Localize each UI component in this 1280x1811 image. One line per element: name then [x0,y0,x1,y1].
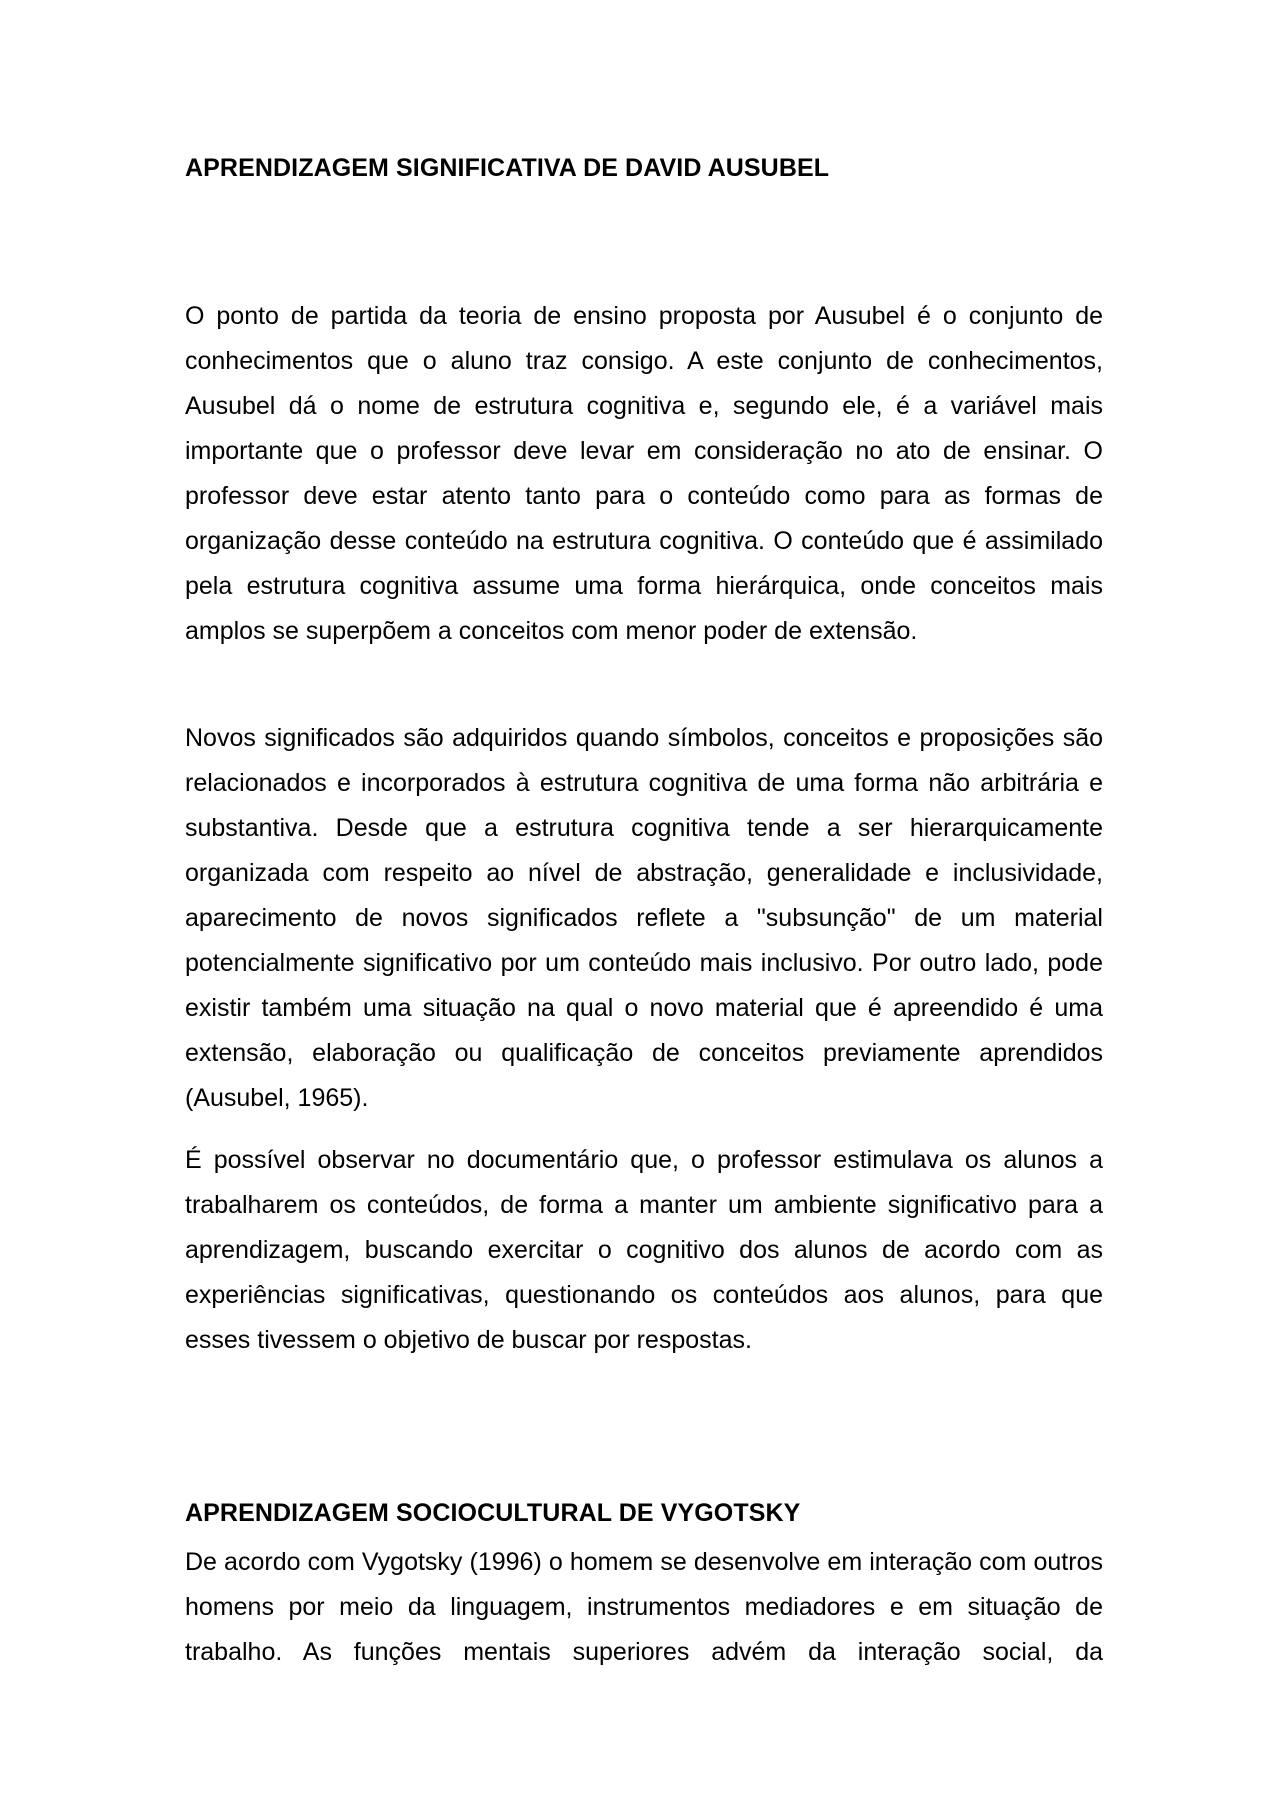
section-heading-ausubel: APRENDIZAGEM SIGNIFICATIVA DE DAVID AUSUBEL [185,154,830,182]
paragraph-ausubel-3: É possível observar no documentário que, o professor estimulava os alunos a trabalharem os conteúdos, de forma a manter um ambiente significativo para a aprendizagem, buscando exercitar o cognitivo dos alunos de acordo com as experiências significativas, questionando os conteúdos aos alunos, para que esses tivessem o objetivo de buscar por respostas. [185,1146,1103,1354]
paragraph-ausubel-2: Novos significados são adquiridos quando símbolos, conceitos e proposições são relacionados e incorporados à estrutura cognitiva de uma forma não arbitrária e substantiva. Desde que a estrutura cognitiva tende a ser hierarquicamente organizada com respeito ao nível de abstração, generalidade e inclusividade, aparecimento de novos significados reflete a "subsunção" de um material potencialmente significativo por um conteúdo mais inclusivo. Por outro lado, pode existir também uma situação na qual o novo material que é apreendido é uma extensão, elaboração ou qualificação de conceitos previamente aprendidos (Ausubel, 1965). [185,724,1103,1112]
paragraph-ausubel-1: O ponto de partida da teoria de ensino proposta por Ausubel é o conjunto de conhecimentos que o aluno traz consigo. A este conjunto de conhecimentos, Ausubel dá o nome de estrutura cognitiva e, segundo ele, é a variável mais importante que o professor deve levar em consideração no ato de ensinar. O professor deve estar atento tanto para o conteúdo como para as formas de organização desse conteúdo na estrutura cognitiva. O conteúdo que é assimilado pela estrutura cognitiva assume uma forma hierárquica, onde conceitos mais amplos se superpõem a conceitos com menor poder de extensão. [185,302,1103,645]
section-heading-vygotsky: APRENDIZAGEM SOCIOCULTURAL DE VYGOTSKY [185,1499,801,1527]
paragraph-vygotsky-1: De acordo com Vygotsky (1996) o homem se desenvolve em interação com outros homens por meio da linguagem, instrumentos mediadores e em situação de trabalho. As funções mentais superiores advém da interação social, da [185,1548,1103,1666]
